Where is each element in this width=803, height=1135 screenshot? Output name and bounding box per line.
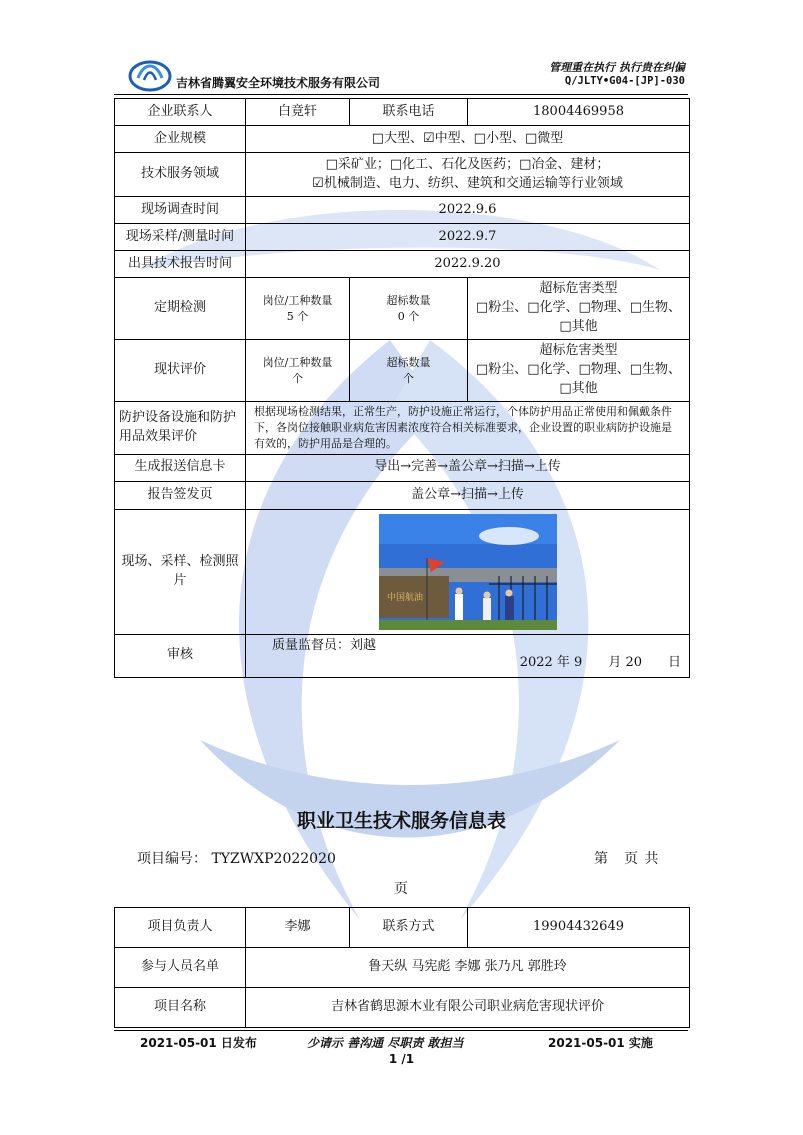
project-number [137,848,336,868]
header-rule [114,94,688,95]
contact2-label: 联系方式 [350,908,468,948]
periodic-post-cell [246,278,350,340]
contact-label: 企业联系人 [115,99,246,126]
project-name-value: 吉林省鹤思源木业有限公司职业病危害现状评价 [246,988,690,1028]
scale-value: □大型、☑中型、□小型、□微型 [246,126,690,153]
project-number-value: TYZWXP2022020 [211,851,336,867]
periodic-exceed-cell [350,278,468,340]
photo-label: 现场、采样、检测照片 [115,509,246,634]
status-exceed-value: 个 [403,371,414,385]
card-label: 生成报送信息卡 [115,454,246,481]
contact-name: 白竟轩 [246,99,350,126]
survey-date: 2022.9.6 [246,197,690,224]
periodic-hazard-title: 超标危害类型 [539,281,618,297]
doc-code: Q/JLTY•G04-[JP]-030 [564,75,685,87]
footer-implement: 2021-05-01 实施 [548,1036,653,1050]
periodic-label: 定期检测 [115,278,246,340]
phone-label: 联系电话 [350,99,468,126]
scale-label: 企业规模 [115,126,246,153]
periodic-hazard-cell [468,278,690,340]
status-hazard-types: □粉尘、□化学、□物理、□生物、□其他 [475,362,682,396]
survey-label: 现场调查时间 [115,197,246,224]
project-name-label: 项目名称 [115,988,246,1028]
status-hazard-title: 超标危害类型 [539,343,618,359]
phone-value: 18004469958 [468,99,690,126]
periodic-post-label: 岗位/工种数量 [262,293,333,307]
status-label: 现状评价 [115,340,246,402]
project-number-label: 项目编号： [137,851,207,867]
audit-date: 2022 年 9 月 20 日 [519,654,681,670]
field-value [246,153,690,197]
footer-slogan: 少请示 善沟通 尽职责 敢担当 [307,1036,464,1050]
sampling-label: 现场采样/测量时间 [115,224,246,251]
periodic-post-value: 5 个 [286,309,309,323]
sign-label: 报告签发页 [115,481,246,509]
contact2-value: 19904432649 [468,908,690,948]
audit-person: 质量监督员：刘越 [272,637,377,653]
project-info-table [114,907,690,1028]
footer-publish: 2021-05-01 日发布 [140,1036,257,1050]
protect-text: 根据现场检测结果，正常生产，防护设施正常运行，个体防护用品正常使用和佩戴条件下，各岗位接触职业病危害因素浓度符合相关标准要求，企业设置的职业病防护设施是有效的，防护用品是合理的。 [246,402,690,455]
periodic-exceed-value: 0 个 [397,309,420,323]
members-value: 鲁天纵 马宪彪 李娜 张乃凡 郭胜玲 [246,948,690,988]
periodic-exceed-label: 超标数量 [386,293,431,307]
leader-name: 李娜 [246,908,350,948]
leader-label: 项目负责人 [115,908,246,948]
card-value: 导出→完善→盖公章→扫描→上传 [246,454,690,481]
page-info-a: 第 页 共 [594,851,660,867]
company-name: 吉林省腾翼安全环境技术服务有限公司 [176,76,381,90]
periodic-hazard-types: □粉尘、□化学、□物理、□生物、□其他 [475,300,682,334]
page-info-b: 页 [394,881,408,897]
section-title: 职业卫生技术服务信息表 [296,810,506,832]
audit-cell [246,634,690,677]
header-motto: 管理重在执行 执行贵在纠偏 [549,61,685,74]
members-label: 参与人员名单 [115,948,246,988]
company-logo-icon [128,56,172,92]
footer-page-number: 1 /1 [388,1052,415,1066]
photo-cell [246,509,690,634]
status-post-label: 岗位/工种数量 [262,355,333,369]
footer-rule [114,1030,688,1031]
field-line-1: □采矿业；□化工、石化及医药；□冶金、建材； [325,156,610,172]
report-date: 2022.9.20 [246,251,690,278]
status-hazard-cell [468,340,690,402]
sampling-date: 2022.9.7 [246,224,690,251]
report-label: 出具技术报告时间 [115,251,246,278]
audit-label: 审核 [115,634,246,677]
service-info-table [114,98,690,678]
site-sign-text: 中国航油 [386,592,423,603]
status-exceed-label: 超标数量 [386,355,431,369]
status-post-cell [246,340,350,402]
site-photo [379,514,557,630]
field-label: 技术服务领域 [115,153,246,197]
status-exceed-cell [350,340,468,402]
protect-label: 防护设备设施和防护用品效果评价 [115,402,246,455]
field-line-2: ☑机械制造、电力、纺织、建筑和交通运输等行业领域 [312,175,623,191]
status-post-value: 个 [292,371,303,385]
sign-value: 盖公章→扫描→上传 [246,481,690,509]
